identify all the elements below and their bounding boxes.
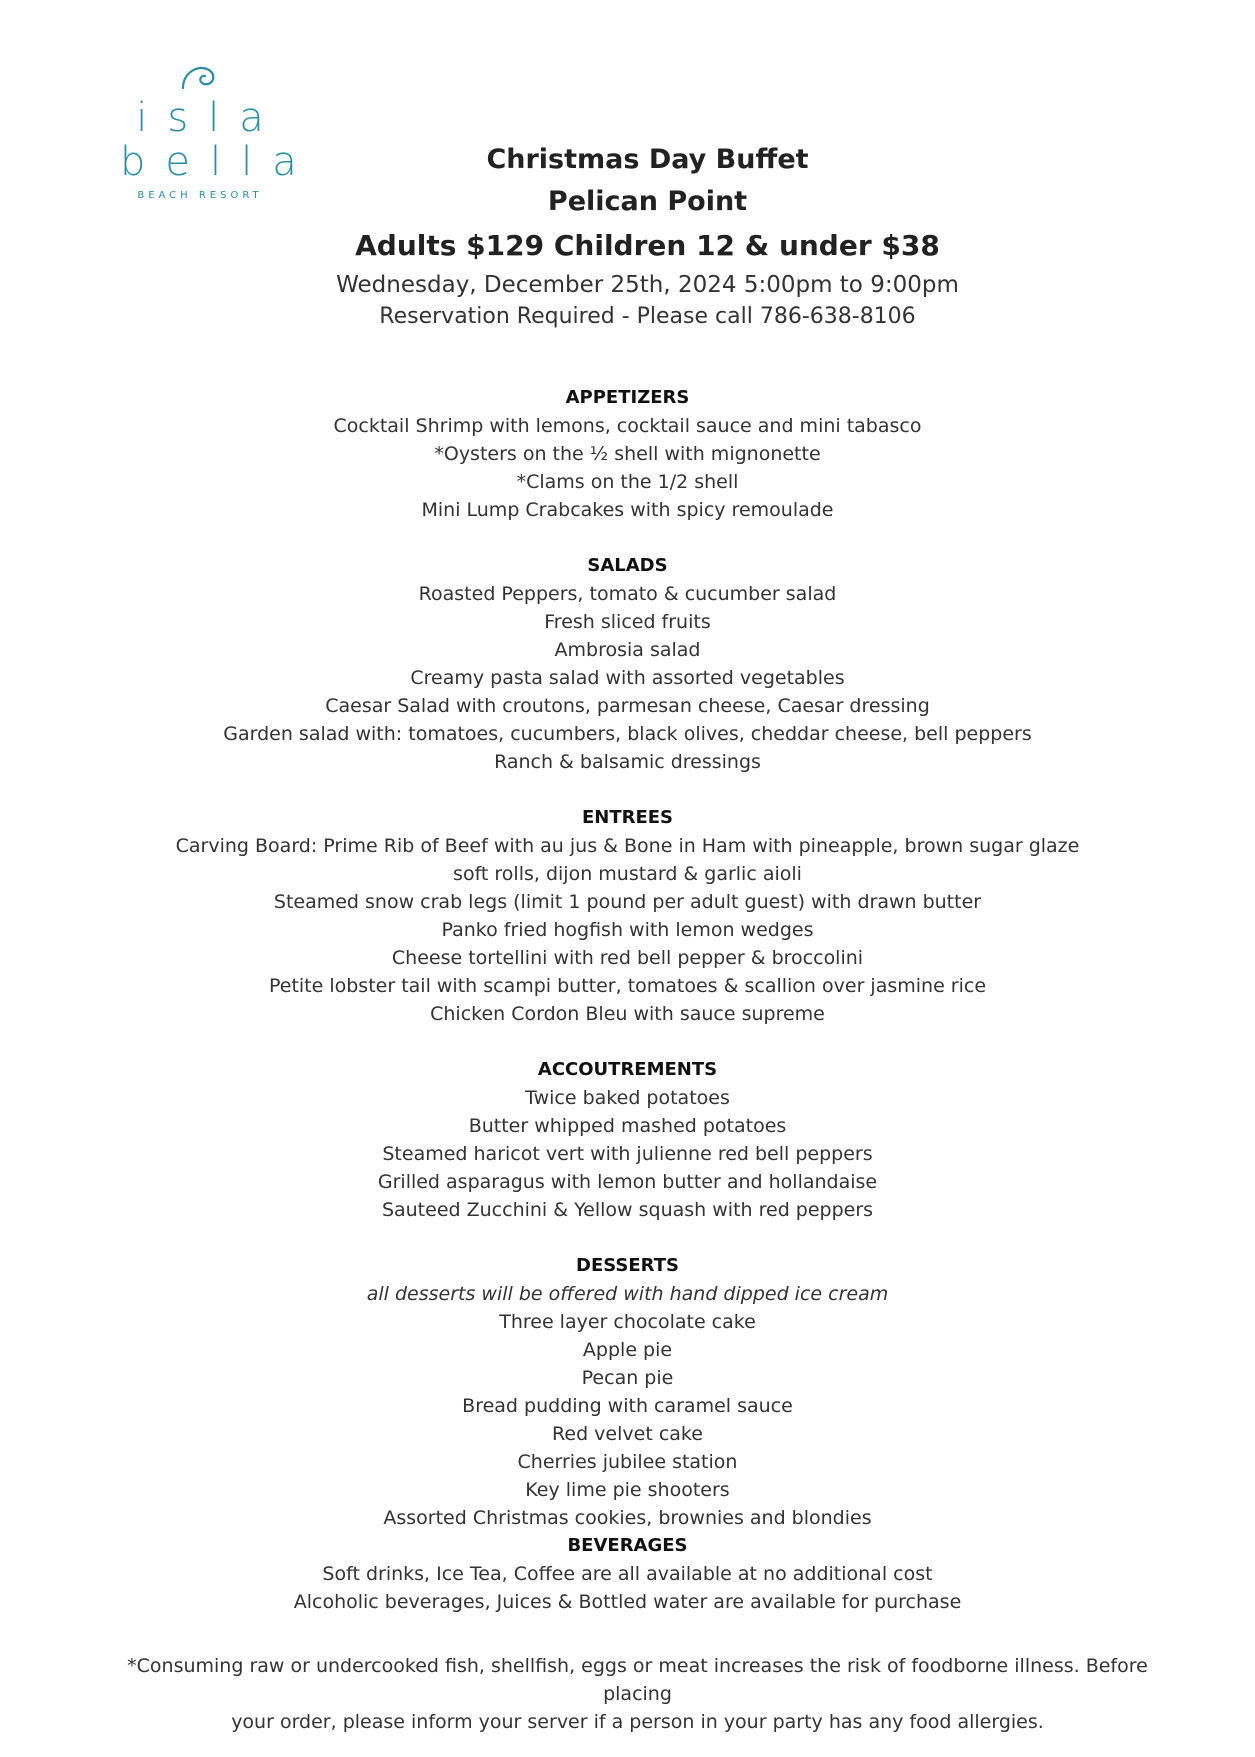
section-title: ENTREES [581,807,674,828]
menu-item: Bread pudding with caramel sauce [462,1395,793,1417]
section-salads [0,552,1255,776]
menu-item: Fresh sliced fruits [544,611,711,633]
menu-item: Carving Board: Prime Rib of Beef with au jus & Bone in Ham with pineapple, brown sugar glaze [175,835,1080,857]
menu-item: Cocktail Shrimp with lemons, cocktail sauce and mini tabasco [333,415,922,437]
menu-item: Pecan pie [581,1367,674,1389]
menu-item: Chicken Cordon Bleu with sauce supreme [430,1003,825,1025]
menu-item: Cheese tortellini with red bell pepper & broccolini [391,947,864,969]
menu-item: Alcoholic beverages, Juices & Bottled water are available for purchase [293,1591,962,1613]
menu-title: Christmas Day Buffet [486,144,809,175]
menu-item: Three layer chocolate cake [499,1311,756,1333]
menu-item: Panko fried hogfish with lemon wedges [441,919,814,941]
logo-word-isla: isla [136,95,284,141]
menu-item: Soft drinks, Ice Tea, Coffee are all available at no additional cost [322,1563,933,1585]
section-desserts [0,1252,1255,1532]
section-title: SALADS [587,555,668,576]
menu-item: Mini Lump Crabcakes with spicy remoulade [421,499,834,521]
menu-item: Sauteed Zucchini & Yellow squash with red peppers [381,1199,874,1221]
logo-tagline: BEACH RESORT [137,190,263,201]
allergy-disclaimer [90,1652,1185,1736]
logo-word-bella: bella [120,139,317,185]
menu-item: Key lime pie shooters [525,1479,730,1501]
menu-item: *Oysters on the ½ shell with mignonette [434,443,821,465]
menu-item: Butter whipped mashed potatoes [468,1115,787,1137]
menu-item: Red velvet cake [552,1423,703,1445]
section-accoutrements [0,1056,1255,1224]
menu-item: Cherries jubilee station [517,1451,738,1473]
menu-item: Assorted Christmas cookies, brownies and blondies [383,1507,872,1529]
section-appetizers [0,384,1255,524]
menu-item: Garden salad with: tomatoes, cucumbers, black olives, cheddar cheese, bell peppers [223,723,1032,745]
menu-item: Twice baked potatoes [525,1087,730,1109]
menu-item: Creamy pasta salad with assorted vegetables [410,667,845,689]
menu-item: Ranch & balsamic dressings [494,751,761,773]
wave-icon [177,60,223,94]
section-title: ACCOUTREMENTS [537,1059,718,1080]
section-entrees [0,804,1255,1028]
menu-item: Ambrosia salad [554,639,701,661]
menu-item: Caesar Salad with croutons, parmesan cheese, Caesar dressing [325,695,930,717]
section-note: all desserts will be offered with hand dipped ice cream [366,1283,889,1305]
disclaimer-line: your order, please inform your server if a person in your party has any food allergies. [231,1711,1044,1733]
price-line: Adults $129 Children 12 & under $38 [355,229,940,262]
menu-item: Apple pie [582,1339,673,1361]
menu-item: *Clams on the 1/2 shell [516,471,739,493]
menu-item: soft rolls, dijon mustard & garlic aioli [453,863,802,885]
disclaimer-line: *Consuming raw or undercooked fish, shellfish, eggs or meat increases the risk of foodborne illness. Before placing [127,1655,1148,1705]
venue-name: Pelican Point [547,186,748,217]
menu-item: Steamed haricot vert with julienne red bell peppers [382,1143,873,1165]
menu-item: Grilled asparagus with lemon butter and hollandaise [377,1171,878,1193]
reservation-note: Reservation Required - Please call 786-638-8106 [379,304,916,329]
event-date: Wednesday, December 25th, 2024 5:00pm to 9:00pm [336,272,959,298]
menu-body [0,384,1255,1644]
section-title: DESSERTS [576,1255,679,1276]
menu-item: Roasted Peppers, tomato & cucumber salad [418,583,837,605]
menu-item: Petite lobster tail with scampi butter, tomatoes & scallion over jasmine rice [268,975,987,997]
menu-item: Steamed snow crab legs (limit 1 pound per adult guest) with drawn butter [273,891,982,913]
section-title: APPETIZERS [565,387,690,408]
section-beverages [0,1532,1255,1616]
brand-logo [100,60,317,201]
section-title: BEVERAGES [567,1535,688,1556]
